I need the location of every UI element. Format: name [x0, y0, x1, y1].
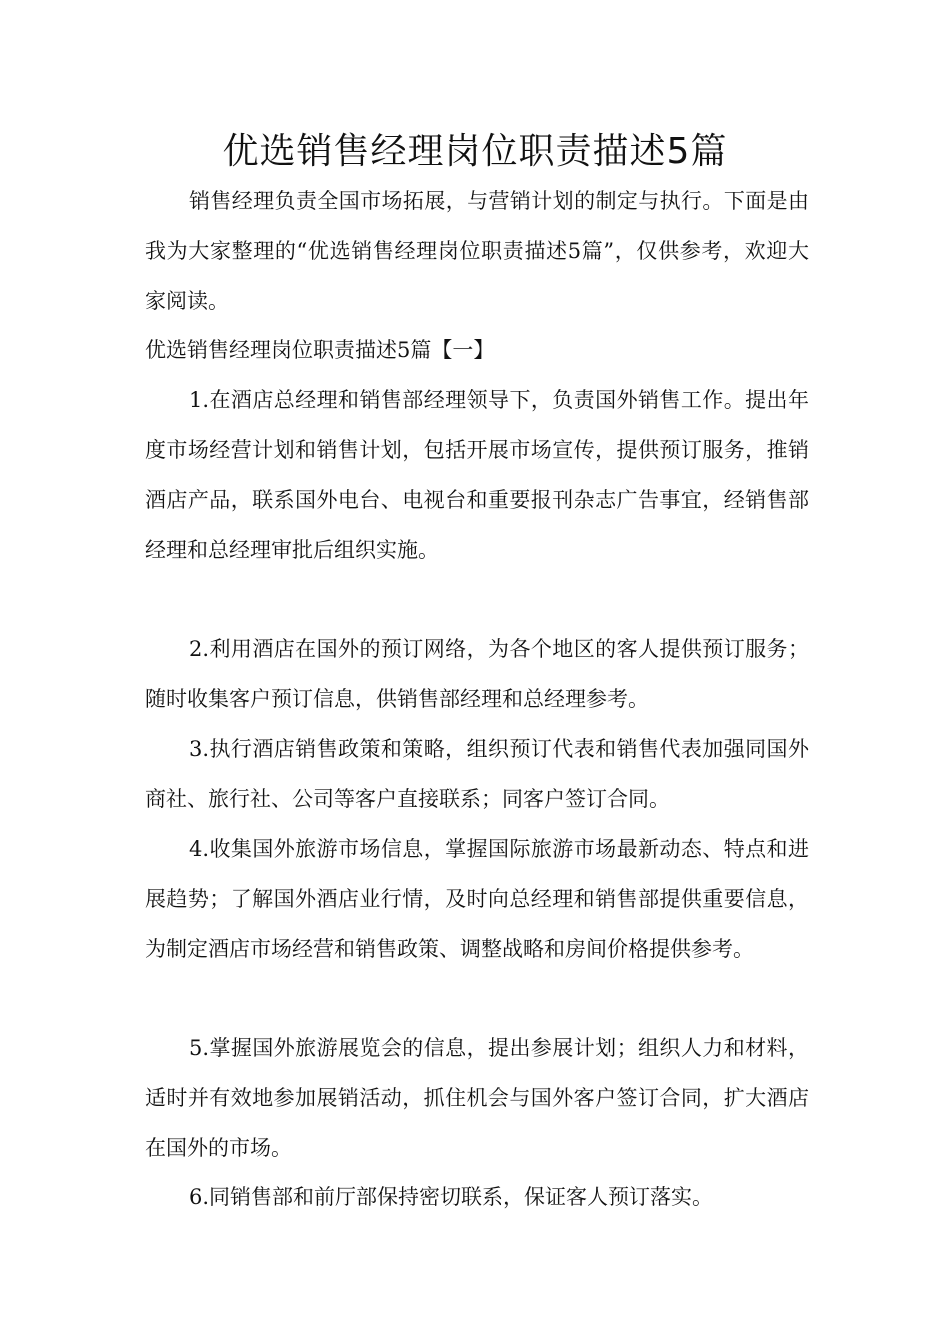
- duty-item-6: 6.同销售部和前厅部保持密切联系，保证客人预订落实。: [189, 1185, 714, 1209]
- section-heading: 优选销售经理岗位职责描述5篇【一】: [145, 338, 495, 362]
- duty-item-3: 3.执行酒店销售政策和策略，组织预订代表和销售代表加强同国外商社、旅行社、公司等客户直接联系；同客户签订合同。: [145, 737, 809, 811]
- duty-item-5: 5.掌握国外旅游展览会的信息，提出参展计划；组织人力和材料，适时并有效地参加展销活动，抓住机会与国外客户签订合同，扩大酒店在国外的市场。: [145, 1036, 809, 1160]
- intro-paragraph: 销售经理负责全国市场拓展，与营销计划的制定与执行。下面是由我为大家整理的“优选销售经理岗位职责描述5篇”，仅供参考，欢迎大家阅读。: [145, 189, 809, 313]
- document-title: 优选销售经理岗位职责描述5篇: [222, 131, 728, 172]
- duty-item-1: 1.在酒店总经理和销售部经理领导下，负责国外销售工作。提出年度市场经营计划和销售计划，包括开展市场宣传，提供预订服务，推销酒店产品，联系国外电台、电视台和重要报刊杂志广告事宜，经销售部经理和总经理审批后组织实施。: [145, 388, 809, 562]
- duty-item-4: 4.收集国外旅游市场信息，掌握国际旅游市场最新动态、特点和进展趋势；了解国外酒店业行情，及时向总经理和销售部提供重要信息，为制定酒店市场经营和销售政策、调整战略和房间价格提供参考。: [145, 837, 809, 961]
- duty-item-2: 2.利用酒店在国外的预订网络，为各个地区的客人提供预订服务；随时收集客户预订信息，供销售部经理和总经理参考。: [145, 637, 809, 711]
